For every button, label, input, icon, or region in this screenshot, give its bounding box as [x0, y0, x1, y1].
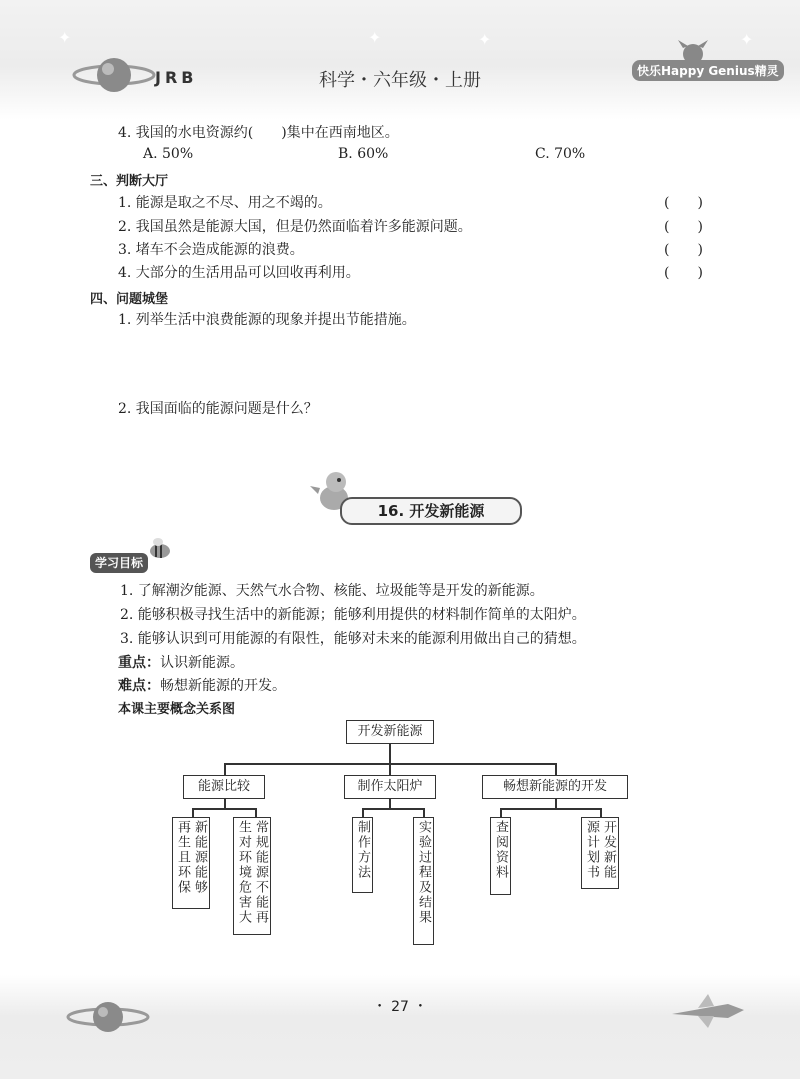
concept-map-title: 本课主要概念关系图 — [118, 702, 236, 717]
concept-leaf: 开发新能源计划书 — [581, 817, 619, 889]
q4-option-c: C. 70% — [535, 146, 586, 162]
connector — [192, 808, 256, 810]
answer-blank[interactable]: ( ) — [664, 195, 703, 211]
goal-item: 2. 能够积极寻找生活中的新能源；能够利用提供的材料制作简单的太阳炉。 — [120, 607, 586, 623]
answer-blank[interactable]: ( ) — [664, 242, 703, 258]
lesson-title: 16. 开发新能源 — [340, 497, 522, 525]
concept-branch: 能源比较 — [183, 775, 265, 799]
sparkle-icon: ✦ — [478, 30, 492, 49]
connector — [555, 763, 557, 775]
page-header-title: 科学・六年级・上册 — [319, 70, 481, 91]
concept-leaf: 制作方法 — [352, 817, 373, 893]
judge-item: 2. 我国虽然是能源大国，但是仍然面临着许多能源问题。 — [118, 219, 472, 235]
concept-branch: 制作太阳炉 — [344, 775, 436, 799]
connector — [389, 744, 391, 764]
difficulty-label: 难点： — [118, 678, 160, 694]
logo: JRB — [155, 68, 198, 87]
section3-title: 三、判断大厅 — [90, 174, 169, 189]
concept-root: 开发新能源 — [346, 720, 434, 744]
concept-leaf: 查阅资料 — [490, 817, 511, 895]
concept-leaf: 新能源能够再生且环保 — [172, 817, 210, 909]
sparkle-icon: ✦ — [368, 28, 382, 47]
goal-item: 3. 能够认识到可用能源的有限性，能够对未来的能源利用做出自己的猜想。 — [120, 631, 586, 647]
judge-item: 3. 堵车不会造成能源的浪费。 — [118, 242, 304, 258]
concept-leaf: 实验过程及结果 — [413, 817, 434, 945]
connector — [500, 808, 601, 810]
connector — [389, 763, 391, 775]
q4-option-a: A. 50% — [143, 146, 194, 162]
judge-item: 1. 能源是取之不尽、用之不竭的。 — [118, 195, 332, 211]
q4-text: 4. 我国的水电资源约( )集中在西南地区。 — [118, 125, 399, 141]
learning-goals-tag: 学习目标 — [90, 553, 148, 573]
difficulty-text: 畅想新能源的开发。 — [160, 678, 286, 694]
spaceship-icon — [668, 990, 748, 1030]
connector — [362, 808, 424, 810]
question-item: 2. 我国面临的能源问题是什么？ — [118, 401, 318, 417]
key-point-text: 认识新能源。 — [160, 655, 244, 671]
answer-blank[interactable]: ( ) — [664, 265, 703, 281]
answer-blank[interactable]: ( ) — [664, 219, 703, 235]
concept-leaf: 常规能源不能再生对环境危害大 — [233, 817, 271, 935]
concept-branch: 畅想新能源的开发 — [482, 775, 628, 799]
sparkle-icon: ✦ — [58, 28, 72, 47]
q4-option-b: B. 60% — [338, 146, 389, 162]
connector — [224, 763, 226, 775]
key-point-label: 重点： — [118, 655, 160, 671]
section4-title: 四、问题城堡 — [90, 292, 169, 307]
judge-item: 4. 大部分的生活用品可以回收再利用。 — [118, 265, 360, 281]
goal-item: 1. 了解潮汐能源、天然气水合物、核能、垃圾能等是开发的新能源。 — [120, 583, 544, 599]
planet-icon — [66, 995, 156, 1039]
question-item: 1. 列举生活中浪费能源的现象并提出节能措施。 — [118, 312, 416, 328]
brand-badge: 快乐Happy Genius精灵 — [632, 60, 784, 81]
sparkle-icon: ✦ — [740, 30, 754, 49]
bee-icon — [146, 536, 174, 562]
page-number: ・ 27 ・ — [372, 999, 428, 1015]
